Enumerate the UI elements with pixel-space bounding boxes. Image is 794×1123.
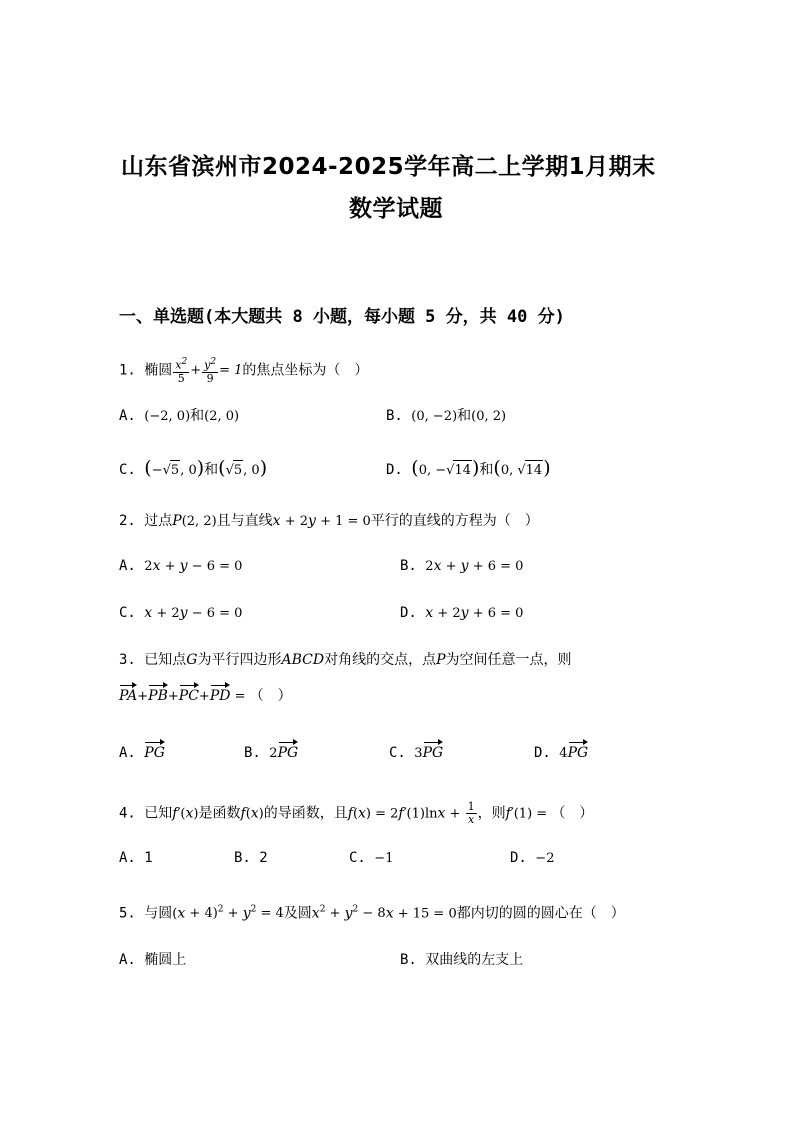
option-text: 和: [204, 462, 219, 478]
q2-option-d[interactable]: D. x + 2y + 6 = 0: [400, 605, 524, 621]
q2-option-a[interactable]: A. 2x + y − 6 = 0: [119, 558, 243, 574]
question-number: 4.: [119, 805, 136, 822]
question-3-line-2: PA+PB+PC+PD = （ ）: [119, 688, 292, 704]
question-text: 已知: [144, 805, 173, 822]
option-label: B. 双曲线的左支上: [400, 952, 524, 968]
option-label: D.: [400, 605, 417, 621]
question-number: 3.: [119, 652, 136, 668]
option-text: 和: [190, 408, 205, 424]
question-text: 的导函数，且: [263, 805, 348, 822]
q3-option-d[interactable]: D. 4PG: [534, 745, 589, 761]
title-line-2: 数学试题: [349, 196, 443, 222]
option-label: C.: [119, 462, 136, 478]
question-text: 平行的直线的方程为（ ）: [370, 513, 539, 529]
section-heading: 一、单选题(本大题共 8 小题，每小题 5 分，共 40 分): [119, 307, 565, 327]
question-4: 4. 已知f′(x)是函数f(x)的导函数，且f(x) = 2f′(1)lnx + $\frac{1}{x}$ ，则f′(1) = （ ）: [119, 800, 594, 826]
question-number: 2.: [119, 513, 136, 529]
question-text: 为平行四边形: [197, 652, 282, 668]
q3-option-b[interactable]: B. 2PG: [244, 745, 299, 761]
q2-option-b[interactable]: B. 2x + y + 6 = 0: [400, 558, 524, 574]
option-label: A. 1: [119, 850, 153, 866]
option-label: C.: [389, 745, 406, 761]
question-2: 2. 过点P(2, 2)且与直线x + 2y + 1 = 0平行的直线的方程为（ ）: [119, 513, 539, 529]
q1-option-c[interactable]: C. (−√5, 0)和(√5, 0): [119, 457, 268, 479]
option-label: D.: [534, 745, 551, 761]
q1-option-d[interactable]: D. (0, −√14)和(0, √14): [386, 457, 551, 479]
option-label: B.: [386, 408, 403, 424]
option-label: B. 2: [234, 850, 268, 866]
option-text: 和: [479, 462, 494, 478]
q1-option-b[interactable]: B. (0, −2)和(0, 2): [386, 408, 507, 424]
q4-option-b[interactable]: [234, 848, 268, 868]
title-line-1: 山东省滨州市2024-2025学年高二上学期1月期末: [121, 154, 656, 180]
question-text: （ ）: [249, 688, 292, 704]
question-text: 的焦点坐标为（ ）: [242, 362, 369, 379]
option-label: C.: [349, 850, 366, 866]
question-number: 1.: [119, 362, 136, 379]
question-text: （ ）: [551, 805, 594, 822]
option-label: A.: [119, 558, 136, 574]
option-label: A.: [119, 745, 136, 761]
q5-option-b[interactable]: [400, 950, 523, 970]
option-label: A.: [119, 408, 136, 424]
question-number: 5.: [119, 905, 136, 922]
ellipse-equation: $\frac{x^2}{5}$ + $\frac{y^2}{9}$ = 1: [175, 357, 243, 385]
question-text: ，则: [477, 805, 506, 822]
option-label: D.: [510, 850, 527, 866]
q4-option-d[interactable]: D. −2: [510, 850, 555, 866]
question-text: 及圆: [283, 905, 312, 922]
question-text: 对角线的交点，点: [324, 652, 437, 668]
question-text: 椭圆: [144, 362, 173, 379]
option-label: B.: [400, 558, 417, 574]
option-label: A. 椭圆上: [119, 952, 187, 968]
q2-option-c[interactable]: C. x + 2y − 6 = 0: [119, 605, 243, 621]
q4-option-c[interactable]: C. −1: [349, 850, 394, 866]
question-text: 为空间任意一点，则: [445, 652, 572, 668]
q1-option-a[interactable]: A. (−2, 0)和(2, 0): [119, 408, 240, 424]
question-3: 3. 已知点G为平行四边形ABCD对角线的交点，点P为空间任意一点，则: [119, 652, 572, 668]
option-label: D.: [386, 462, 403, 478]
q3-option-c[interactable]: C. 3PG: [389, 745, 444, 761]
q4-option-a[interactable]: [119, 848, 153, 868]
option-label: B.: [244, 745, 261, 761]
option-text: 和: [457, 408, 472, 424]
question-1: [119, 356, 368, 385]
question-text: 且与直线: [216, 513, 273, 529]
question-text: 已知点: [144, 652, 187, 668]
q5-option-a[interactable]: [119, 950, 186, 970]
question-text: 与圆: [144, 905, 173, 922]
question-text: 过点: [144, 513, 173, 529]
q3-option-a[interactable]: A. PG: [119, 745, 165, 761]
question-5: 5. 与圆$(x + 4)^2 + y^2 = 4$及圆$x^2 + y^2 - 8x + 15 = 0$都内切的圆的圆心在（ ）: [119, 905, 625, 922]
option-label: C.: [119, 605, 136, 621]
question-text: 是函数: [198, 805, 241, 822]
question-text: 都内切的圆的圆心在（ ）: [456, 905, 625, 922]
